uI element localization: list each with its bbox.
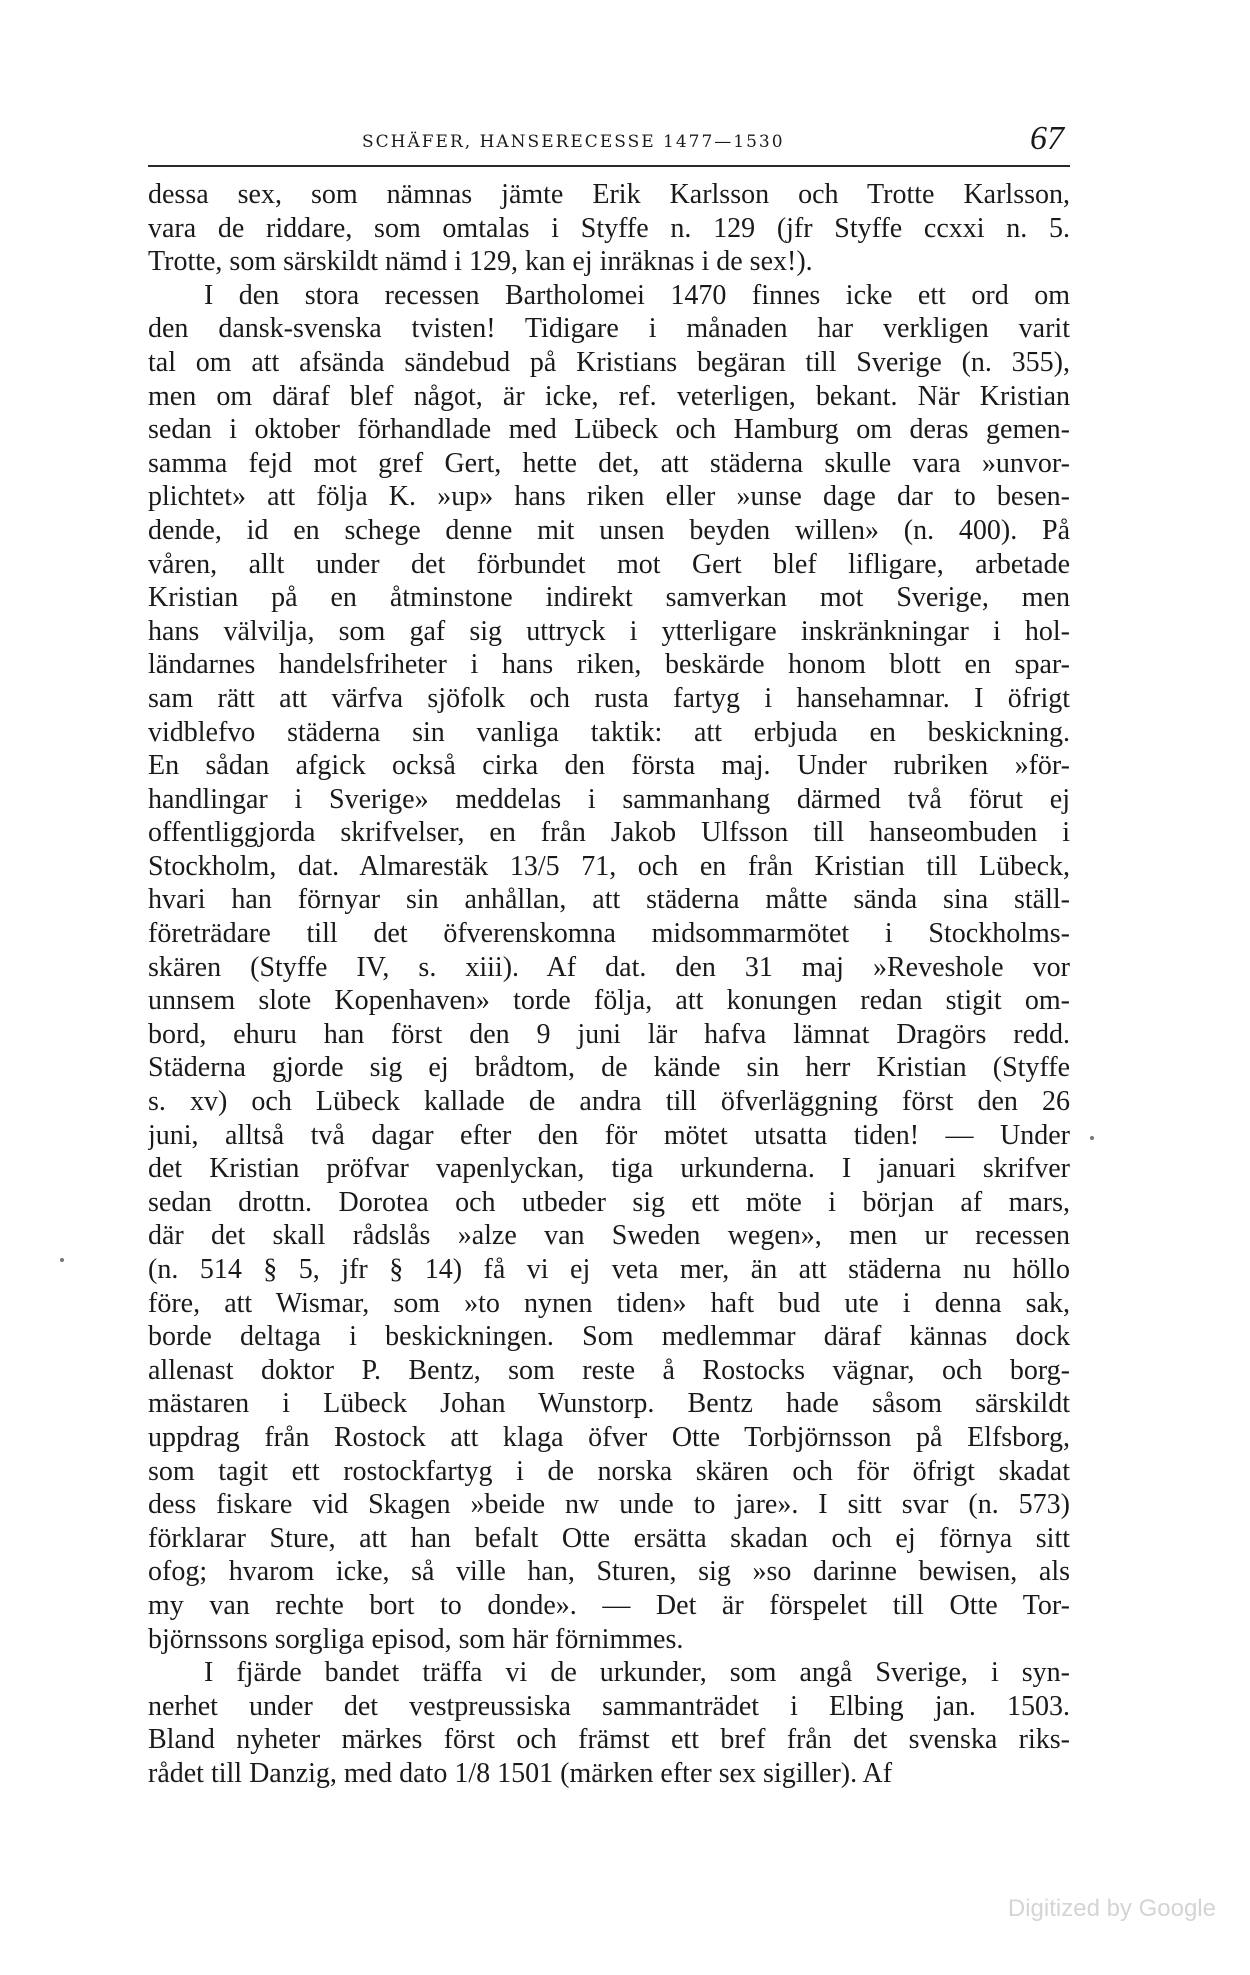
digitized-watermark: Digitized by Google [1007,1895,1216,1922]
text-line: sam rätt att värfva sjöfolk och rusta fartyg i hansehamnar. I öfrigt [148,682,1070,714]
text-line: hvari han förnyar sin anhållan, att städerna måtte sända sina ställ- [148,884,1070,916]
text-line: företrädare till det öfverenskomna midsommarmötet i Stockholms- [148,918,1070,950]
text-line: hans välvilja, som gaf sig uttryck i ytterligare inskränkningar i hol- [148,615,1070,647]
header-rule [148,165,1070,167]
text-line: den dansk-svenska tvisten! Tidigare i månaden har verkligen varit [148,313,1070,345]
text-line: före, att Wismar, som »to nynen tiden» haft bud ute i denna sak, [148,1287,1070,1319]
text-line: Städerna gjorde sig ej brådtom, de kände sin herr Kristian (Styffe [148,1052,1070,1084]
text-line: vidblefvo städerna sin vanliga taktik: att erbjuda en beskickning. [148,716,1070,748]
text-line: dess fiskare vid Skagen »beide nw unde to jare». I sitt svar (n. 573) [148,1489,1070,1521]
text-line: våren, allt under det förbundet mot Gert blef lifligare, arbetade [148,548,1070,580]
text-line: s. xv) och Lübeck kallade de andra till öfverläggning först den 26 [148,1086,1070,1118]
text-line: ofog; hvarom icke, så ville han, Sturen, sig »so darinne bewisen, als [148,1556,1070,1588]
text-line: handlingar i Sverige» meddelas i sammanhang därmed två förut ej [148,783,1070,815]
text-line: förklarar Sture, att han befalt Otte ersätta skadan och ej förnya sitt [148,1522,1070,1554]
text-line: där det skall rådslås »alze van Sweden wegen», men ur recessen [148,1220,1070,1252]
text-line: sedan i oktober förhandlade med Lübeck och Hamburg om deras gemen- [148,414,1070,446]
text-line: I fjärde bandet träffa vi de urkunder, som angå Sverige, i syn- [204,1657,1070,1689]
text-line: Kristian på en åtminstone indirekt samverkan mot Sverige, men [148,582,1070,614]
text-line: bord, ehuru han först den 9 juni lär hafva lämnat Dragörs redd. [148,1018,1070,1050]
text-line: björnssons sorgliga episod, som här förnimmes. [148,1623,684,1655]
text-line: mästaren i Lübeck Johan Wunstorp. Bentz hade såsom särskildt [148,1388,1070,1420]
running-head [148,120,1070,160]
ink-speck [1090,1136,1094,1140]
running-title: SCHÄFER, HANSERECESSE 1477—1530 [362,132,785,152]
text-line: som tagit ett rostockfartyg i de norska skären och för öfrigt skadat [148,1455,1070,1487]
text-line: (n. 514 § 5, jfr § 14) få vi ej veta mer, än att städerna nu höllo [148,1254,1070,1285]
text-line: sedan drottn. Dorotea och utbeder sig ett möte i början af mars, [148,1186,1070,1218]
text-line: skären (Styffe IV, s. xiii). Af dat. den 31 maj »Reveshole vor [148,951,1070,983]
text-line: borde deltaga i beskickningen. Som medlemmar däraf kännas dock [148,1321,1070,1353]
text-line: my van rechte bort to donde». — Det är förspelet till Otte Tor- [148,1589,1070,1621]
text-line: vara de riddare, som omtalas i Styffe n. 129 (jfr Styffe ccxxi n. 5. [148,212,1070,244]
text-line: Stockholm, dat. Almarestäk 13/5 71, och en från Kristian till Lübeck, [148,850,1070,882]
text-line: unnsem slote Kopenhaven» torde följa, att konungen redan stigit om- [148,985,1070,1017]
text-line: rådet till Danzig, med dato 1/8 1501 (märken efter sex sigiller). Af [148,1757,893,1789]
text-line: Bland nyheter märkes först och främst ett bref från det svenska riks- [148,1724,1070,1756]
text-line: det Kristian pröfvar vapenlyckan, tiga urkunderna. I januari skrifver [148,1153,1070,1185]
text-line: uppdrag från Rostock att klaga öfver Otte Torbjörnsson på Elfsborg, [148,1421,1070,1453]
text-line: juni, alltså två dagar efter den för mötet utsatta tiden! — Under [148,1119,1070,1151]
text-line: dessa sex, som nämnas jämte Erik Karlsson och Trotte Karlsson, [148,179,1070,210]
ink-speck [60,1258,64,1262]
text-line: En sådan afgick också cirka den första maj. Under rubriken »för- [148,750,1070,782]
page-number: 67 [1030,120,1064,157]
text-line: I den stora recessen Bartholomei 1470 finnes icke ett ord om [204,279,1070,311]
text-line: plichtet» att följa K. »up» hans riken eller »unse dage dar to besen- [148,481,1070,513]
text-line: ländarnes handelsfriheter i hans riken, beskärde honom blott en spar- [148,649,1070,681]
text-line: men om däraf blef något, är icke, ref. veterligen, bekant. När Kristian [148,380,1070,412]
text-line: Trotte, som särskildt nämd i 129, kan ej inräknas i de sex!). [148,246,813,278]
text-line: nerhet under det vestpreussiska sammanträdet i Elbing jan. 1503. [148,1690,1070,1722]
text-line: tal om att afsända sändebud på Kristians begäran till Sverige (n. 355), [148,346,1070,378]
text-line: offentliggjorda skrifvelser, en från Jakob Ulfsson till hanseombuden i [148,817,1070,849]
text-line: allenast doktor P. Bentz, som reste å Rostocks vägnar, och borg- [148,1354,1070,1386]
body-text [148,178,1070,1791]
text-line: dende, id en schege denne mit unsen beyden willen» (n. 400). På [148,514,1070,546]
text-line: samma fejd mot gref Gert, hette det, att städerna skulle vara »unvor- [148,447,1070,479]
